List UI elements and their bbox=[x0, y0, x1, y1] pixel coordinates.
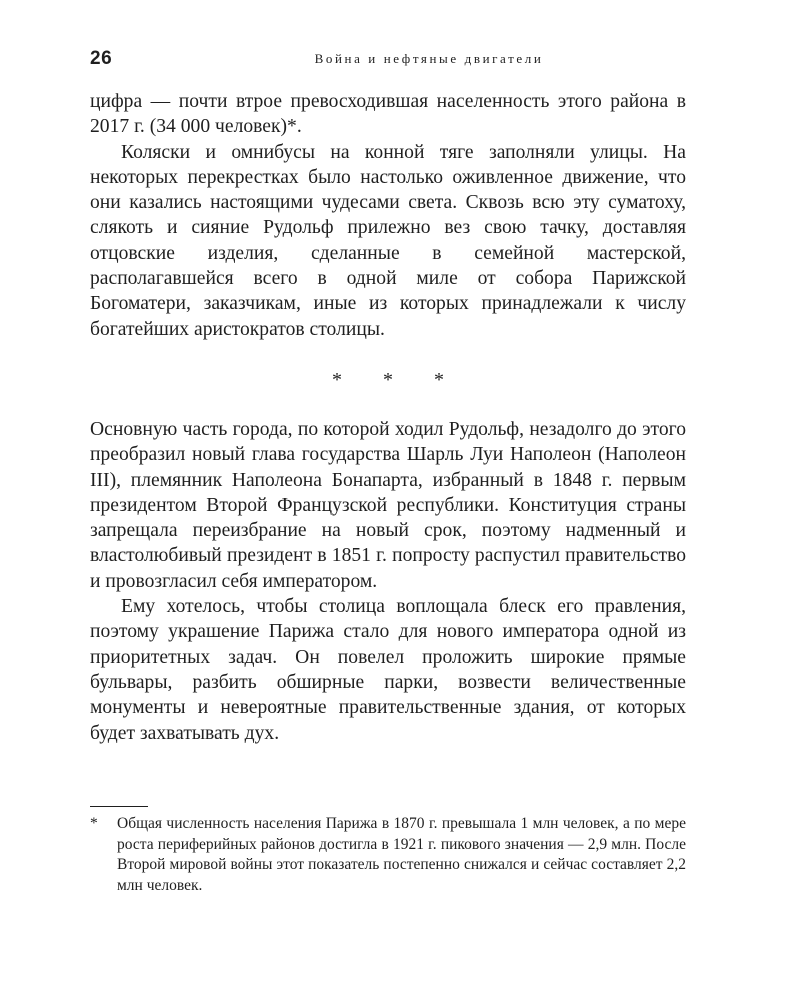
footnote-text: Общая численность населения Парижа в 1870 г. превышала 1 млн человек, а по мере роста периферийных районов достигла в 1921 г. пикового значения — 2,9 млн. После Второй мировой войны этот показатель постепенно снижался и сейчас составляет 2,2 млн человек. bbox=[117, 815, 686, 894]
text-block-before-separator bbox=[90, 89, 686, 342]
footnote-marker: * bbox=[90, 815, 98, 832]
paragraph-napoleon: Основную часть города, по которой ходил Рудольф, незадолго до этого преобразил новый глава государства Шарль Луи Наполеон (Наполеон III), племянник Наполеона Бонапарта, избранный в 1848 г. первым президентом Второй Французской республики. Конституция страны запрещала переизбрание на новый срок, поэтому надменный и властолюбивый президент в 1851 г. попросту распустил правительство и провозгласил себя императором. bbox=[90, 419, 686, 592]
page-number: 26 bbox=[90, 48, 113, 69]
paragraph-continued: цифра — почти втрое превосходившая населенность этого района в 2017 г. (34 000 человек)*. bbox=[90, 91, 686, 138]
page-header bbox=[90, 44, 708, 74]
running-title: Война и нефтяные двигатели bbox=[314, 51, 544, 66]
paragraph-paris-beautification: Ему хотелось, чтобы столица воплощала блеск его правления, поэтому украшение Парижа стало для нового императора одной из приоритетных задач. Он повелел проложить широкие прямые бульвары, разбить обширные парки, возвести величественные монументы и невероятные правительственные здания, от которых будет захватывать дух. bbox=[90, 596, 686, 744]
section-separator: * * * bbox=[332, 369, 462, 391]
footnote-divider bbox=[90, 806, 148, 807]
paragraph-carriages: Коляски и омнибусы на конной тяге заполняли улицы. На некоторых перекрестках было настолько оживленное движение, что они казались настоящими чудесами света. Сквозь всю эту суматоху, слякоть и сияние Рудольф прилежно вез свою тачку, доставляя отцовские изделия, сделанные в семейной мастерской, располагавшейся всего в одной миле от собора Парижской Богоматери, заказчикам, иные из которых принадлежали к числу богатейших аристократов столицы. bbox=[90, 141, 686, 340]
footnote bbox=[90, 814, 686, 896]
text-block-after-separator bbox=[90, 417, 686, 746]
